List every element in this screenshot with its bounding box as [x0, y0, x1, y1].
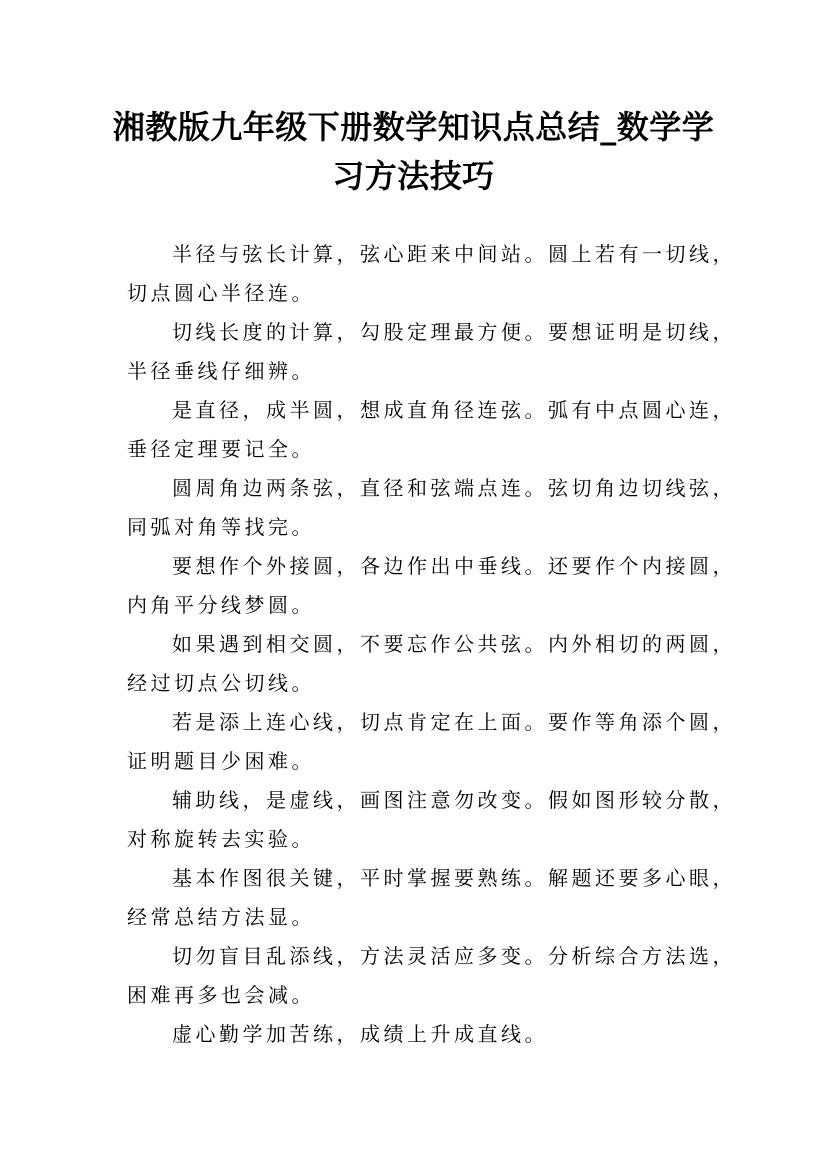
paragraph-line: 半径垂线仔细辨。 [127, 359, 315, 383]
paragraph-line: 垂径定理要记全。 [127, 437, 315, 461]
paragraph [127, 781, 736, 859]
paragraph-line: 若是添上连心线，切点肯定在上面。要作等角添个圆， [172, 710, 736, 734]
paragraph-line: 同弧对角等找完。 [127, 515, 315, 539]
paragraph-line: 基本作图很关键，平时掌握要熟练。解题还要多心眼， [172, 866, 736, 890]
title-line-1: 湘教版九年级下册数学知识点总结_数学学 [112, 108, 715, 146]
paragraph-line: 经过切点公切线。 [127, 671, 315, 695]
paragraph-line: 虚心勤学加苦练，成绩上升成直线。 [172, 1022, 548, 1046]
paragraph-line: 圆周角边两条弦，直径和弦端点连。弦切角边切线弦， [172, 476, 736, 500]
document-title [110, 103, 717, 201]
paragraph [127, 1015, 727, 1093]
paragraph [127, 859, 736, 937]
paragraph-line: 切勿盲目乱添线，方法灵活应多变。分析综合方法选， [172, 944, 736, 968]
paragraph-line: 辅助线，是虚线，画图注意勿改变。假如图形较分散， [172, 788, 736, 812]
paragraph-line: 经常总结方法显。 [127, 905, 315, 929]
paragraph-line: 半径与弦长计算，弦心距来中间站。圆上若有一切线， [172, 242, 736, 266]
paragraph-line: 是直径，成半圆，想成直角径连弦。弧有中点圆心连， [172, 398, 736, 422]
paragraph-line: 如果遇到相交圆，不要忘作公共弦。内外相切的两圆， [172, 632, 736, 656]
document-body [127, 235, 736, 1093]
title-line-2: 习方法技巧 [332, 157, 495, 195]
paragraph [127, 469, 736, 547]
paragraph [127, 937, 736, 1015]
paragraph-line: 证明题目少困难。 [127, 749, 315, 773]
paragraph [127, 235, 736, 313]
paragraph [127, 547, 736, 625]
paragraph-line: 对称旋转去实验。 [127, 827, 315, 851]
paragraph [127, 313, 736, 391]
paragraph-line: 内角平分线梦圆。 [127, 593, 315, 617]
paragraph-line: 切线长度的计算，勾股定理最方便。要想证明是切线， [172, 320, 736, 344]
paragraph-line: 切点圆心半径连。 [127, 281, 315, 305]
paragraph [127, 703, 736, 781]
paragraph-line: 要想作个外接圆，各边作出中垂线。还要作个内接圆， [172, 554, 736, 578]
paragraph [127, 391, 736, 469]
paragraph [127, 625, 736, 703]
paragraph-line: 困难再多也会减。 [127, 983, 315, 1007]
